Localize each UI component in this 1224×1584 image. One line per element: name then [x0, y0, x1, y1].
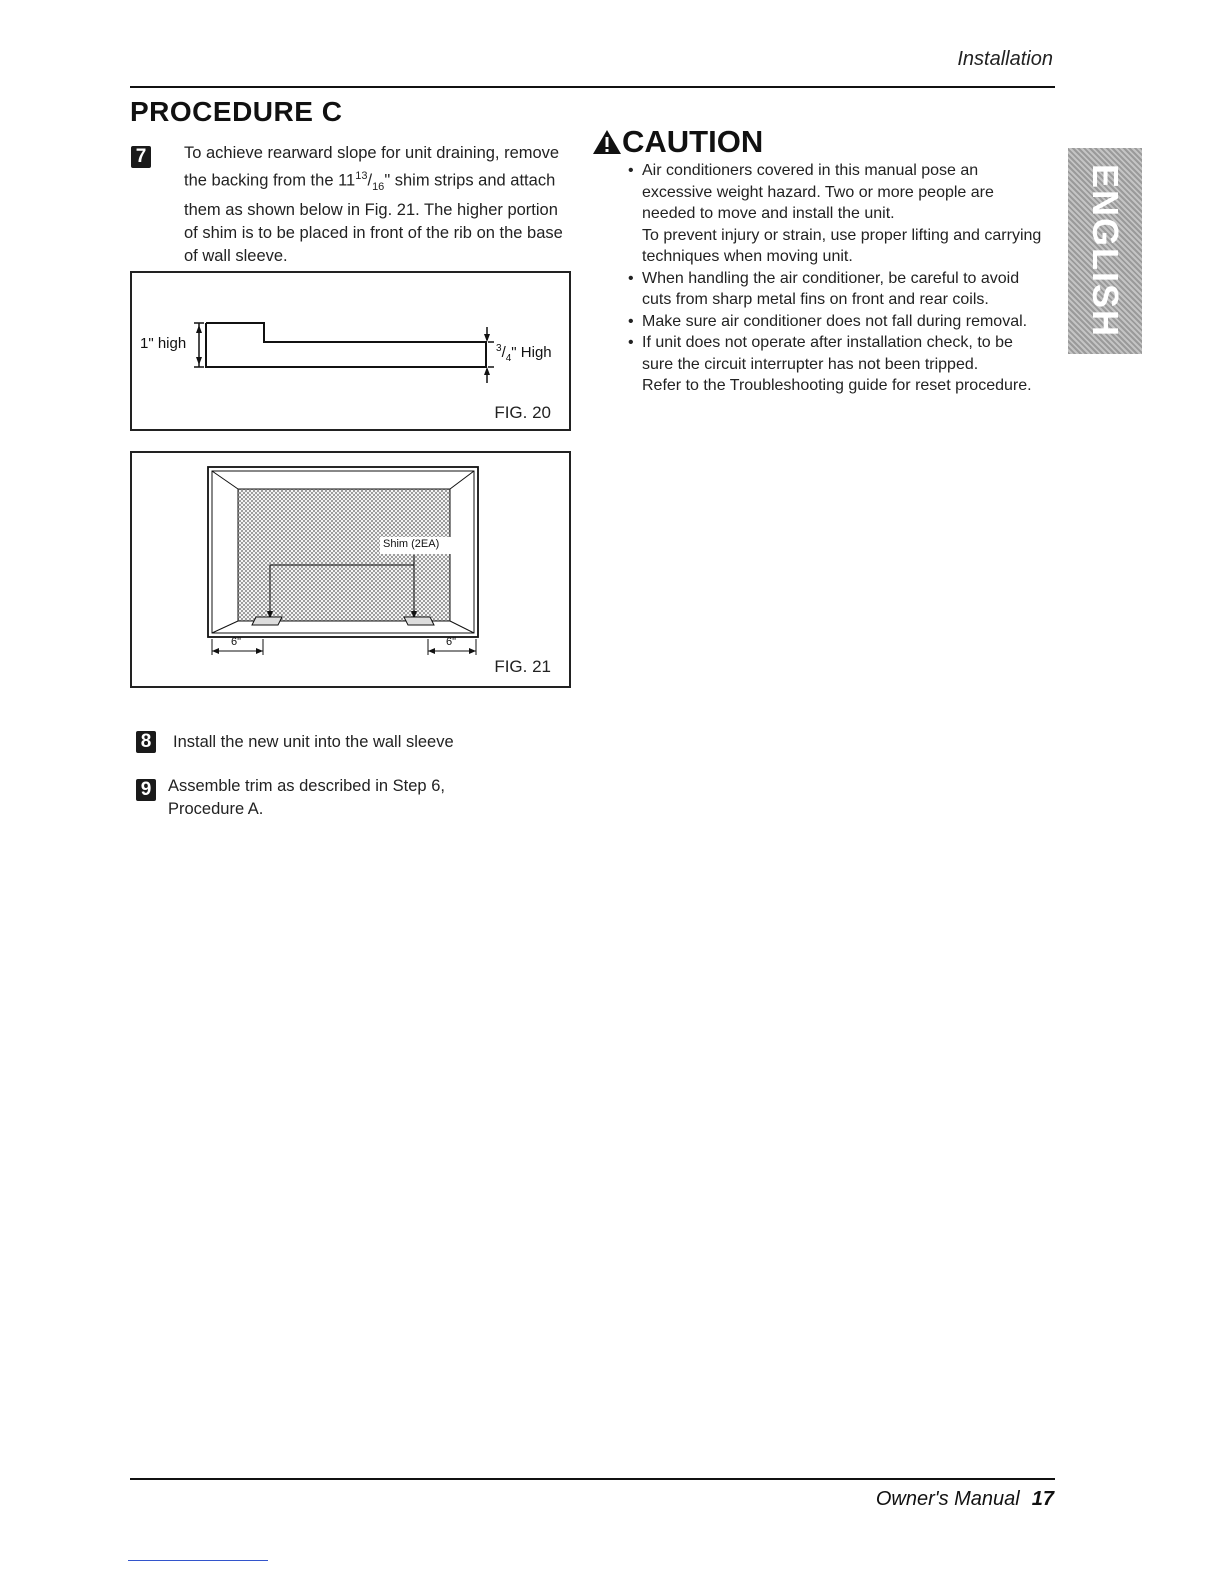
caution-heading — [592, 124, 763, 160]
caution-item-continued: To prevent injury or strain, use proper lifting and carrying techniques when moving unit. — [642, 226, 1042, 265]
step-9-text-line-2: Procedure A. — [168, 800, 264, 818]
header-rule — [130, 86, 1055, 88]
language-tab-label: ENGLISH — [1085, 163, 1126, 338]
caution-item: • Air conditioners covered in this manual pose an excessive weight hazard. Two or more people are needed to move and install the unit. — [628, 160, 1048, 225]
caution-item: • If unit does not operate after installation check, to be sure the circuit interrupter has not been tripped. — [628, 332, 1048, 375]
step-9-badge: 9 — [136, 779, 156, 801]
fig20-left-dimension: 1" high — [140, 335, 187, 352]
caution-item: • Make sure air conditioner does not fall during removal. — [628, 311, 1048, 333]
procedure-title: PROCEDURE C — [130, 96, 343, 127]
footer-rule — [130, 1478, 1055, 1480]
step-7-text: To achieve rearward slope for unit draining, remove the backing from the $11^{13}/_{16}$" shim strips and attach them as shown below in Fig. 21. The higher portion of shim is to be placed in front of the rib on the base of wall sleeve. — [184, 144, 563, 265]
warning-triangle-icon — [592, 129, 622, 155]
shim-label: Shim (2EA) — [383, 538, 440, 550]
figure-21 — [130, 451, 571, 688]
caution-item: • When handling the air conditioner, be careful to avoid cuts from sharp metal fins on front and rear coils. — [628, 268, 1048, 311]
fig20-right-dimension: $^3/_4$" High — [496, 343, 552, 364]
fig20-label: FIG. 20 — [494, 403, 551, 422]
caution-list — [628, 160, 1048, 397]
link-underline — [128, 1560, 268, 1561]
page-number: 17 — [1031, 1488, 1054, 1510]
wall-sleeve-diagram — [132, 453, 569, 686]
step-9-text-line-1: Assemble trim as described in Step 6, — [168, 777, 445, 795]
step-7-badge: 7 — [131, 146, 151, 168]
footer-title: Owner's Manual — [875, 1488, 1020, 1510]
figure-20 — [130, 271, 571, 431]
caution-item-continued: Refer to the Troubleshooting guide for reset procedure. — [642, 377, 1032, 394]
header-section-title: Installation — [957, 48, 1053, 70]
fig21-label: FIG. 21 — [494, 657, 551, 676]
language-tab — [1068, 148, 1142, 354]
footer — [876, 1488, 1054, 1511]
step-8-text: Install the new unit into the wall sleeve — [173, 733, 454, 751]
caution-title: CAUTION — [622, 124, 764, 159]
fig21-dim-right: 6" — [446, 636, 457, 648]
step-8-badge: 8 — [136, 731, 156, 753]
fig21-dim-left: 6" — [231, 636, 242, 648]
